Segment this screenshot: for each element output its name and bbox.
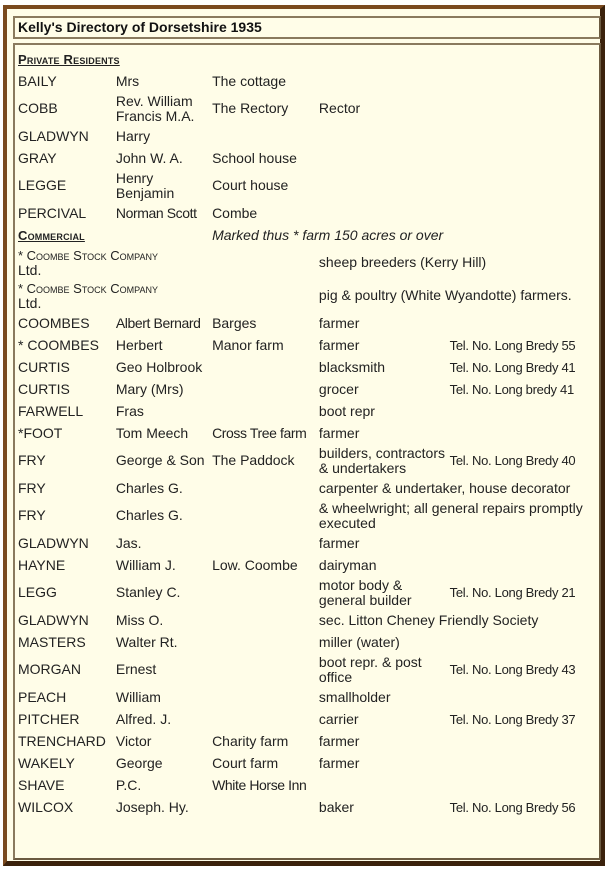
occupation-cell: sec. Litton Cheney Friendly Society xyxy=(318,611,539,628)
place-cell: Combe xyxy=(212,204,258,221)
surname-cell: GRAY xyxy=(18,149,57,166)
company-row xyxy=(16,246,599,279)
table-row xyxy=(16,796,599,818)
place-cell xyxy=(210,532,317,554)
occupation-cell: smallholder xyxy=(318,688,391,705)
name-cell: P.C. xyxy=(115,776,142,793)
table-row xyxy=(16,532,599,554)
table-row xyxy=(16,400,599,422)
tel-cell xyxy=(448,92,599,125)
name-cell: John W. A. xyxy=(115,149,183,166)
place-cell: The cottage xyxy=(212,72,286,89)
name-cell: Walter Rt. xyxy=(115,633,178,650)
table-row xyxy=(16,576,599,609)
occupation-cell: Rector xyxy=(318,100,361,116)
surname-cell: CURTIS xyxy=(18,358,70,375)
surname-cell: LEGGE xyxy=(18,177,67,193)
occupation-cell: carrier xyxy=(318,710,359,727)
name-cell: Geo Holbrook xyxy=(115,358,203,375)
tel-cell xyxy=(448,169,599,202)
tel-cell xyxy=(448,686,599,708)
name-cell: Ernest xyxy=(115,661,157,677)
section-heading: Private Residents xyxy=(18,51,120,67)
surname-cell: HAYNE xyxy=(18,556,66,573)
occupation-cell: farmer xyxy=(318,534,360,551)
place-cell: The Rectory xyxy=(212,100,289,116)
place-cell xyxy=(210,576,317,609)
name-cell: Charles G. xyxy=(115,479,183,496)
tel-cell xyxy=(448,752,599,774)
tel-cell xyxy=(448,400,599,422)
occupation-cell: boot repr xyxy=(318,402,375,419)
name-cell: Jas. xyxy=(115,534,142,551)
table-row xyxy=(16,125,599,147)
place-cell: Charity farm xyxy=(212,732,289,749)
place-cell xyxy=(210,499,317,532)
surname-cell: COOMBES xyxy=(18,314,90,331)
tel-cell xyxy=(448,312,599,334)
occupation-cell xyxy=(317,70,448,92)
tel-cell: Tel. No. Long Bredy 55 xyxy=(449,337,576,353)
occupation-cell: builders, contractors & undertakers xyxy=(318,444,445,476)
table-row xyxy=(16,202,599,224)
occupation-cell: boot repr. & post office xyxy=(318,653,422,685)
table-row xyxy=(16,92,599,125)
place-cell: White Horse Inn xyxy=(212,776,307,793)
surname-cell: PEACH xyxy=(18,688,67,705)
tel-cell: Tel. No. Long Bredy 56 xyxy=(449,799,576,815)
table-row xyxy=(16,609,599,631)
occupation-cell: miller (water) xyxy=(318,633,400,650)
table-row xyxy=(16,378,599,400)
directory-content xyxy=(13,43,601,860)
name-cell: Fras xyxy=(115,402,144,419)
table-row xyxy=(16,554,599,576)
tel-cell xyxy=(448,125,599,147)
company-cell xyxy=(16,279,317,312)
surname-cell: BAILY xyxy=(18,72,57,89)
occupation-cell: farmer xyxy=(318,314,360,331)
table-row xyxy=(16,169,599,202)
surname-cell: FRY xyxy=(18,452,46,468)
table-row xyxy=(16,312,599,334)
surname-cell: FRY xyxy=(18,479,46,496)
occupation-cell: grocer xyxy=(318,380,359,397)
place-cell xyxy=(210,356,317,378)
company-suffix: Ltd. xyxy=(18,261,42,278)
surname-cell: GLADWYN xyxy=(18,127,89,144)
place-cell xyxy=(210,609,317,631)
tel-cell: Tel. No. Long Bredy 43 xyxy=(449,662,576,677)
section-header-private xyxy=(16,48,599,70)
name-cell: Henry Benjamin xyxy=(115,169,175,201)
occupation-cell: farmer xyxy=(318,336,360,353)
name-cell: Victor xyxy=(115,732,152,749)
name-cell: Rev. William Francis M.A. xyxy=(115,92,195,124)
occupation-cell xyxy=(317,202,448,224)
name-cell: Norman Scott xyxy=(115,204,197,221)
place-cell: Barges xyxy=(212,314,257,331)
name-cell: Alfred. J. xyxy=(115,710,172,727)
tel-cell: Tel. No. Long Bredy 37 xyxy=(449,711,576,727)
table-row xyxy=(16,499,599,532)
table-row xyxy=(16,631,599,653)
surname-cell: GLADWYN xyxy=(18,534,89,551)
directory-title: Kelly's Directory of Dorsetshire 1935 xyxy=(13,16,601,39)
tel-cell xyxy=(448,554,599,576)
occupation-cell: motor body & general builder xyxy=(318,576,412,608)
surname-cell: SHAVE xyxy=(18,776,65,793)
name-cell: Joseph. Hy. xyxy=(115,798,189,815)
company-row xyxy=(16,279,599,312)
surname-cell: TRENCHARD xyxy=(18,732,106,749)
company-name: * Coombe Stock Company xyxy=(18,280,159,296)
table-row xyxy=(16,774,599,796)
table-row xyxy=(16,686,599,708)
name-cell: George & Son xyxy=(115,452,205,468)
surname-cell: PITCHER xyxy=(18,710,80,727)
place-cell xyxy=(210,708,317,730)
name-cell: Mary (Mrs) xyxy=(115,380,184,397)
surname-cell: *FOOT xyxy=(18,424,63,441)
directory-table xyxy=(16,48,599,818)
name-cell: Harry xyxy=(115,127,151,144)
name-cell: George xyxy=(115,754,163,771)
place-cell: Low. Coombe xyxy=(212,556,298,573)
directory-frame xyxy=(3,5,605,866)
occupation-cell: baker xyxy=(318,798,354,815)
occupation-cell: farmer xyxy=(318,732,360,749)
table-row xyxy=(16,356,599,378)
tel-cell xyxy=(448,147,599,169)
table-row xyxy=(16,444,599,477)
table-row xyxy=(16,752,599,774)
place-cell xyxy=(210,477,317,499)
table-row xyxy=(16,477,599,499)
surname-cell: COBB xyxy=(18,100,58,116)
table-row xyxy=(16,708,599,730)
place-cell: School house xyxy=(212,149,297,166)
place-cell: The Paddock xyxy=(212,452,295,468)
surname-cell: GLADWYN xyxy=(18,611,89,628)
place-cell xyxy=(210,125,317,147)
name-cell: Miss O. xyxy=(115,611,164,628)
occupation-cell: pig & poultry (White Wyandotte) farmers. xyxy=(318,287,572,303)
tel-cell xyxy=(448,422,599,444)
tel-cell xyxy=(448,774,599,796)
place-cell xyxy=(210,378,317,400)
name-cell: Stanley C. xyxy=(115,584,181,600)
occupation-cell: farmer xyxy=(318,424,360,441)
tel-cell xyxy=(448,202,599,224)
section-note: Marked thus * farm 150 acres or over xyxy=(212,226,444,243)
name-cell: William J. xyxy=(115,556,176,573)
tel-cell xyxy=(448,532,599,554)
section-header-commercial xyxy=(16,224,599,246)
occupation-cell: sheep breeders (Kerry Hill) xyxy=(318,254,487,270)
tel-cell xyxy=(448,631,599,653)
surname-cell: FARWELL xyxy=(18,402,84,419)
surname-cell: PERCIVAL xyxy=(18,204,87,221)
occupation-cell: blacksmith xyxy=(318,358,386,375)
company-cell xyxy=(16,246,317,279)
surname-cell: MORGAN xyxy=(18,661,81,677)
tel-cell: Tel. No. Long Bredy 40 xyxy=(449,453,576,468)
occupation-cell xyxy=(317,774,448,796)
table-row xyxy=(16,334,599,356)
surname-cell: FRY xyxy=(18,507,46,523)
table-row xyxy=(16,147,599,169)
table-row xyxy=(16,653,599,686)
place-cell xyxy=(210,653,317,686)
surname-cell: MASTERS xyxy=(18,633,86,650)
company-name: * Coombe Stock Company xyxy=(18,247,159,263)
tel-cell xyxy=(448,730,599,752)
occupation-cell: farmer xyxy=(318,754,360,771)
place-cell: Court farm xyxy=(212,754,279,771)
name-cell: Herbert xyxy=(115,336,163,353)
name-cell: Albert Bernard xyxy=(115,314,201,331)
tel-cell xyxy=(448,70,599,92)
tel-cell: Tel. No. Long bredy 41 xyxy=(449,381,574,397)
place-cell xyxy=(210,796,317,818)
name-cell: William xyxy=(115,688,161,705)
occupation-cell: dairyman xyxy=(318,556,377,573)
place-cell xyxy=(210,631,317,653)
occupation-cell xyxy=(317,147,448,169)
table-row xyxy=(16,730,599,752)
occupation-cell xyxy=(317,169,448,202)
name-cell: Charles G. xyxy=(115,507,183,523)
surname-cell: WAKELY xyxy=(18,754,75,771)
surname-cell: LEGG xyxy=(18,584,57,600)
surname-cell: * COOMBES xyxy=(18,336,99,353)
tel-cell: Tel. No. Long Bredy 21 xyxy=(449,585,576,600)
table-row xyxy=(16,422,599,444)
company-suffix: Ltd. xyxy=(18,294,42,311)
place-cell xyxy=(210,686,317,708)
place-cell: Court house xyxy=(212,177,289,193)
place-cell: Cross Tree farm xyxy=(212,424,307,441)
occupation-cell xyxy=(317,125,448,147)
surname-cell: CURTIS xyxy=(18,380,70,397)
occupation-cell: carpenter & undertaker, house decorator xyxy=(318,479,571,496)
table-row xyxy=(16,70,599,92)
occupation-cell: & wheelwright; all general repairs promptly executed xyxy=(318,499,583,531)
tel-cell: Tel. No. Long Bredy 41 xyxy=(449,359,576,375)
section-heading: Commercial xyxy=(18,227,85,243)
place-cell: Manor farm xyxy=(212,336,284,353)
surname-cell: WILCOX xyxy=(18,798,74,815)
name-cell: Mrs xyxy=(115,72,140,89)
name-cell: Tom Meech xyxy=(115,424,189,441)
place-cell xyxy=(210,400,317,422)
